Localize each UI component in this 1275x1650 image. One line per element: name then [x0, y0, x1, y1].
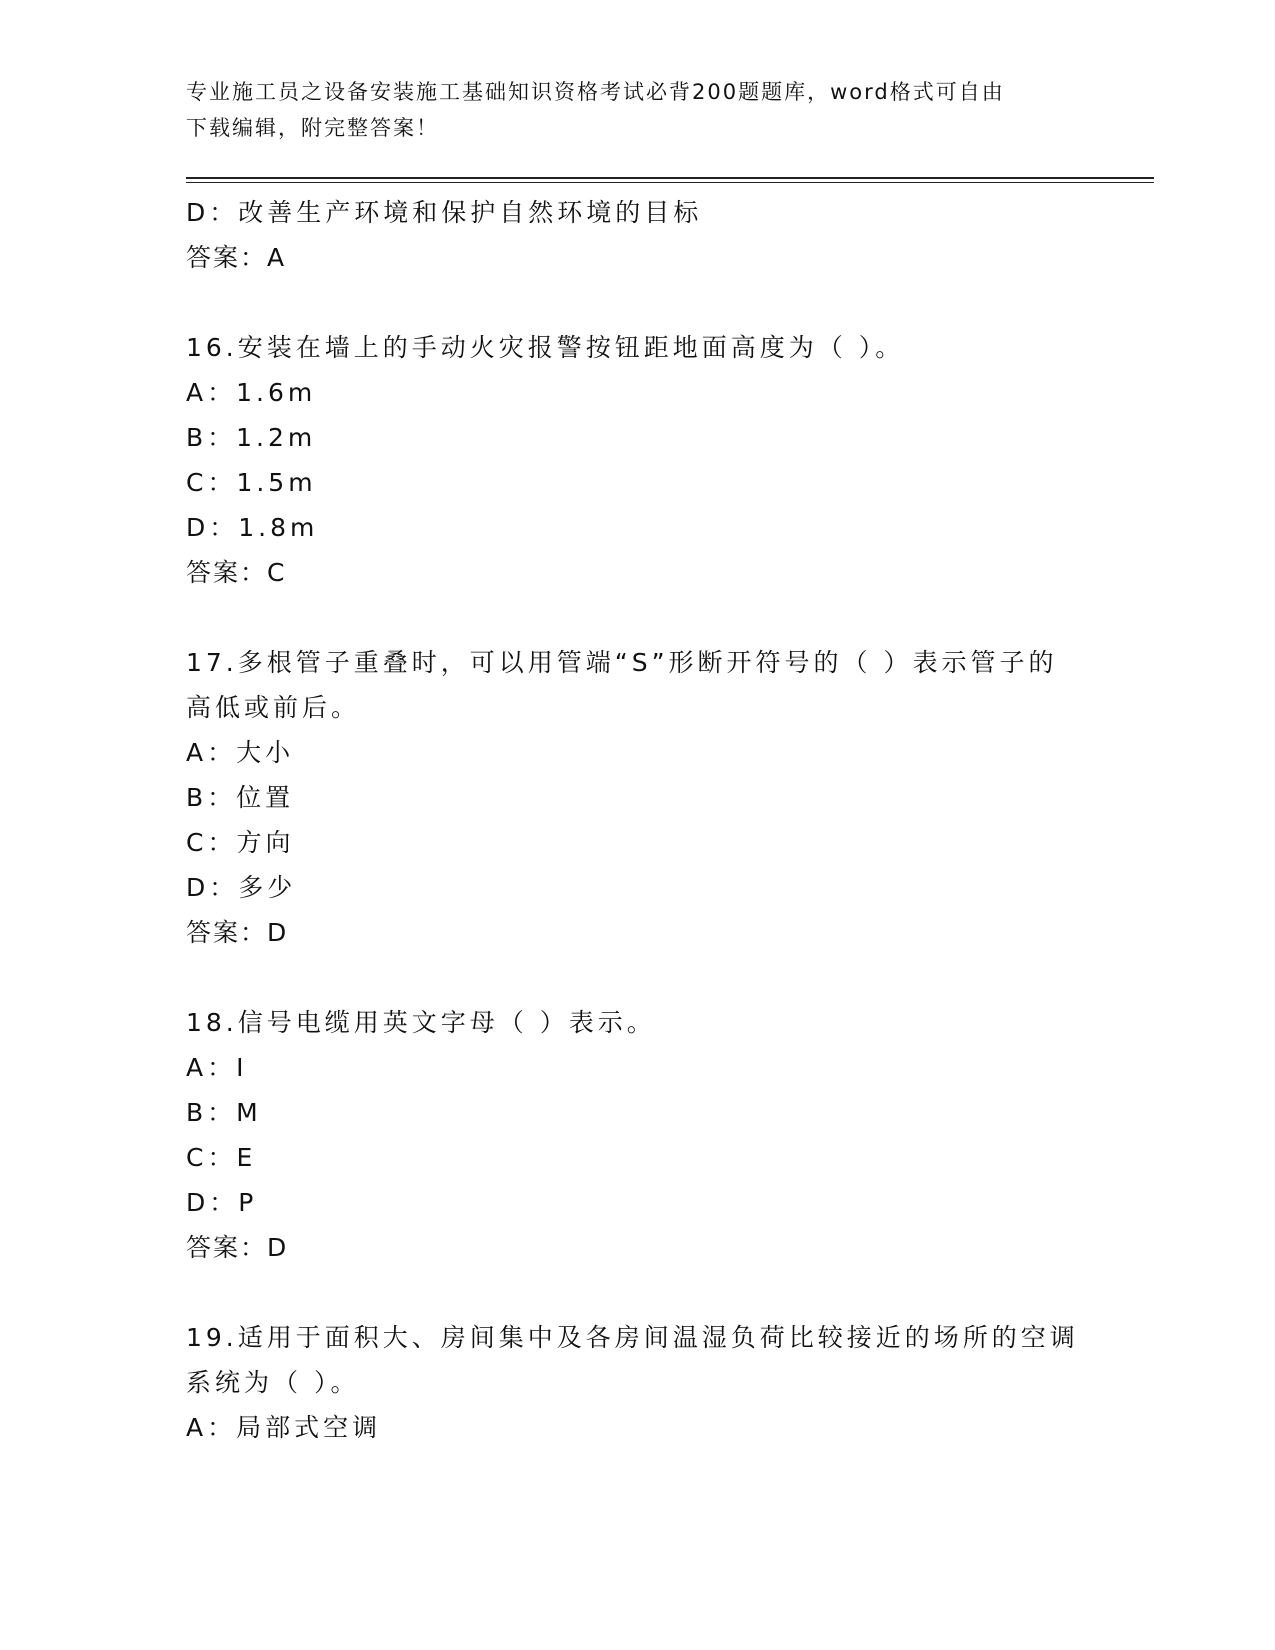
- q18-option-c: C：E: [186, 1143, 257, 1172]
- q16-question: 16.安装在墙上的手动火灾报警按钮距地面高度为（ ）。: [186, 333, 905, 362]
- q16-option-b: B：1.2m: [186, 423, 317, 452]
- header-line-1: 专业施工员之设备安装施工基础知识资格考试必背200题题库，word格式可自由: [186, 80, 1005, 104]
- q18-option-a: A：I: [186, 1053, 248, 1082]
- q18-option-b: B：M: [186, 1098, 262, 1127]
- q18-question: 18.信号电缆用英文字母（ ）表示。: [186, 1008, 656, 1037]
- q18-option-d: D：P: [186, 1188, 258, 1217]
- q17-answer: 答案：D: [186, 918, 289, 947]
- spacer: [186, 955, 1086, 1000]
- q15-answer: 答案：A: [186, 243, 287, 272]
- q17-question-line-2: 高低或前后。: [186, 693, 361, 722]
- header-divider-thin: [186, 182, 1154, 183]
- question-list: [186, 190, 1086, 1450]
- q17-option-b: B：位置: [186, 783, 295, 812]
- header-divider-thick: [186, 177, 1154, 179]
- q16-answer: 答案：C: [186, 558, 287, 587]
- q19-question-line-1: 19.适用于面积大、房间集中及各房间温湿负荷比较接近的场所的空调: [186, 1323, 1079, 1352]
- q16-option-d: D：1.8m: [186, 513, 319, 542]
- document-header: [186, 74, 1086, 146]
- q17-option-a: A：大小: [186, 738, 295, 767]
- q16-option-a: A：1.6m: [186, 378, 317, 407]
- spacer: [186, 1270, 1086, 1315]
- q19-option-a: A：局部式空调: [186, 1413, 382, 1442]
- header-line-2: 下载编辑，附完整答案！: [186, 116, 439, 140]
- q17-option-c: C：方向: [186, 828, 295, 857]
- q17-question-line-1: 17.多根管子重叠时，可以用管端“S”形断开符号的（ ）表示管子的: [186, 648, 1058, 677]
- spacer: [186, 595, 1086, 640]
- q15-option-d: D：改善生产环境和保护自然环境的目标: [186, 198, 703, 227]
- q18-answer: 答案：D: [186, 1233, 289, 1262]
- q16-option-c: C：1.5m: [186, 468, 317, 497]
- q19-question-line-2: 系统为（ ）。: [186, 1368, 360, 1397]
- spacer: [186, 280, 1086, 325]
- q17-option-d: D：多少: [186, 873, 297, 902]
